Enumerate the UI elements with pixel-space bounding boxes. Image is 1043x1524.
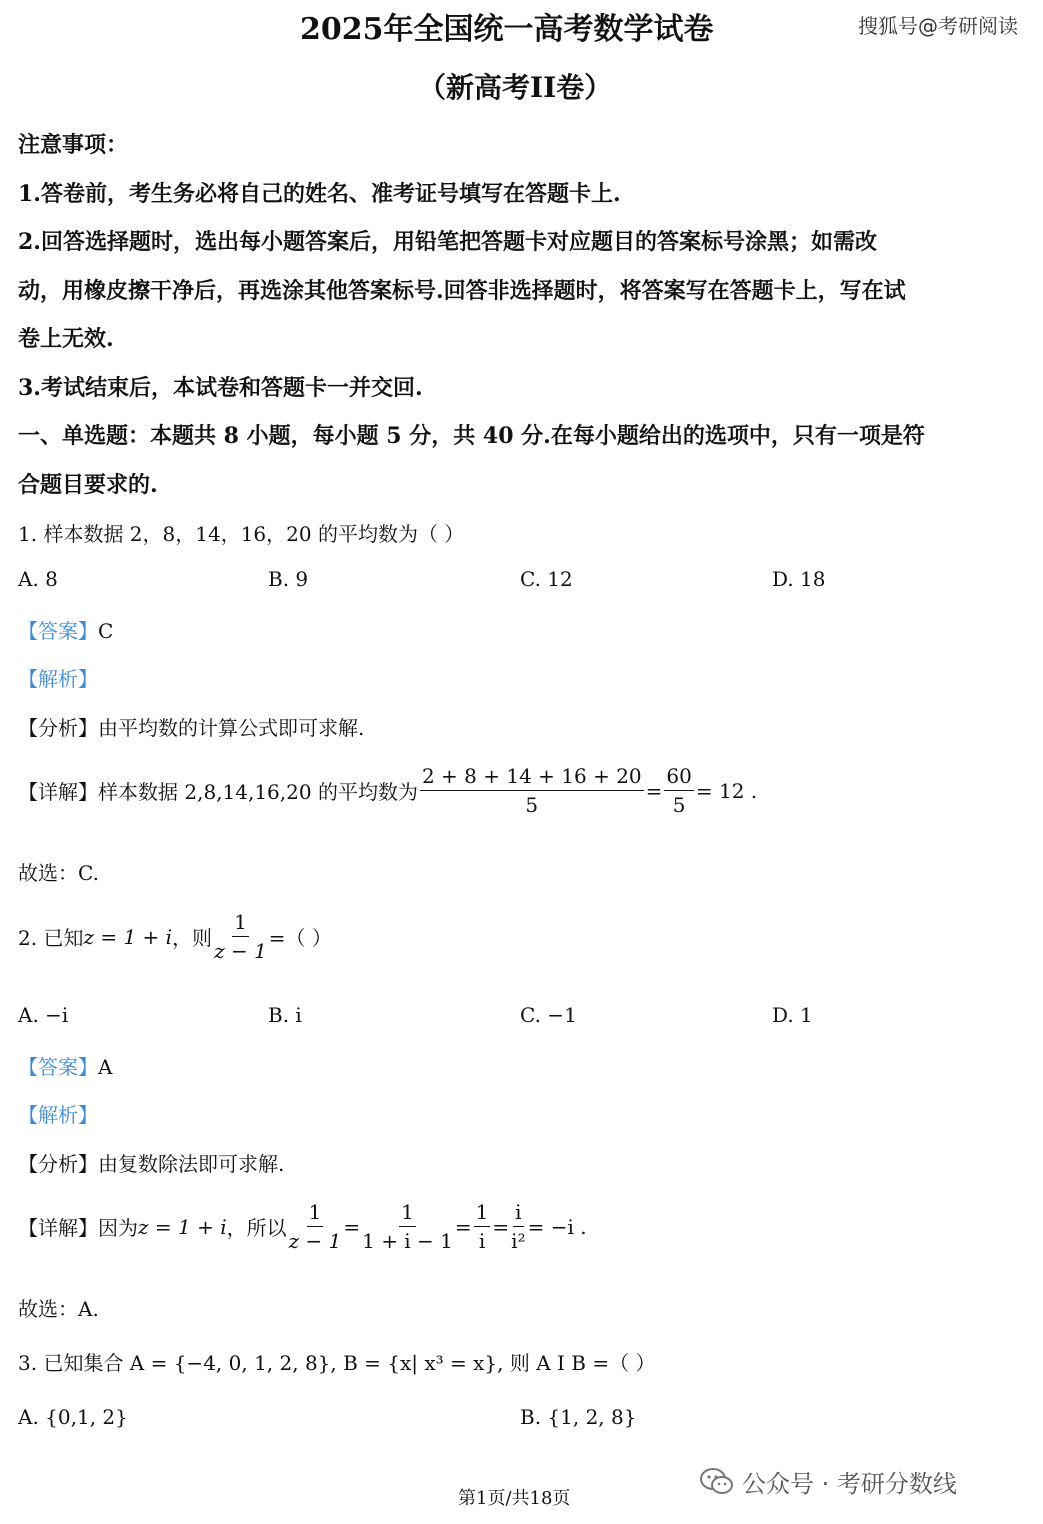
q2-detail-result: = −i . (527, 1214, 587, 1239)
q1-fenxi: 【分析】由平均数的计算公式即可求解. (18, 716, 365, 740)
q2-fraction-4 (511, 1200, 525, 1253)
q2-fraction-3-numerator: 1 (474, 1200, 491, 1227)
q1-equals: = (645, 778, 663, 803)
q2-conclusion: 故选：A. (18, 1297, 99, 1321)
q1-option-d: D. 18 (772, 567, 826, 591)
q2-stem-fraction-denominator: z − 1 (214, 939, 267, 963)
q2-detail (18, 1200, 587, 1253)
q2-detail-mid: ，所以 (226, 1216, 287, 1240)
q1-option-b: B. 9 (268, 567, 309, 591)
bottom-watermark-text: 公众号 · 考研分数线 (742, 1470, 957, 1498)
q1-detail-prefix: 【详解】样本数据 2,8,14,16,20 的平均数为 (18, 780, 418, 804)
q3-stem: 3. 已知集合 A = {−4, 0, 1, 2, 8}, B = {x| x³ = x}, 则 A I B =（ ） (18, 1351, 656, 1375)
q2-answer-line (18, 1051, 112, 1080)
q1-fraction-total (664, 764, 693, 817)
q1-answer-value: C (98, 619, 114, 643)
section-heading-line-1: 一、单选题：本题共 8 小题，每小题 5 分，共 40 分.在每小题给出的选项中，只有一项是符 (18, 423, 925, 449)
q2-detail-z: z = 1 + i (138, 1214, 227, 1239)
q2-fraction-1-denominator: z − 1 (288, 1229, 342, 1253)
q2-fraction-4-numerator: i (513, 1200, 523, 1227)
bottom-watermark (700, 1464, 957, 1499)
q1-stem: 1. 样本数据 2，8，14，16，20 的平均数为（ ） (18, 522, 465, 546)
q1-fraction-sum-denominator: 5 (525, 793, 539, 817)
exam-subtitle: （新高考II卷） (418, 71, 613, 104)
q2-option-a: A. −i (18, 1003, 69, 1027)
q2-fraction-4-denominator: i² (511, 1229, 526, 1253)
q1-analysis-tag: 【解析】 (18, 667, 98, 691)
q1-result: = 12 . (695, 778, 758, 803)
q2-option-c: C. −1 (520, 1003, 577, 1027)
q2-equals-3: = (492, 1214, 510, 1239)
q2-stem-fraction-numerator: 1 (232, 910, 249, 937)
q1-answer-line (18, 615, 113, 644)
q2-stem-suffix: =（ ） (268, 926, 332, 950)
q2-fraction-2-denominator: 1 + i − 1 (362, 1229, 453, 1253)
exam-title: 2025年全国统一高考数学试卷 (300, 12, 714, 47)
q3-option-a: A. {0,1, 2} (18, 1405, 128, 1429)
q2-fenxi: 【分析】由复数除法即可求解. (18, 1152, 285, 1176)
q2-stem-prefix: 2. 已知 (18, 926, 84, 950)
wechat-icon (700, 1468, 734, 1496)
notice-item-3: 3.考试结束后，本试卷和答题卡一并交回. (18, 375, 423, 401)
q1-option-c: C. 12 (520, 567, 573, 591)
q1-fraction-total-denominator: 5 (672, 793, 686, 817)
q2-fraction-3 (474, 1200, 491, 1253)
q1-option-a: A. 8 (18, 567, 58, 591)
notice-item-2-line-3: 卷上无效. (18, 326, 114, 352)
q2-option-d: D. 1 (772, 1003, 813, 1027)
q1-answer-tag: 【答案】 (18, 619, 98, 643)
q2-stem (18, 910, 332, 963)
notice-item-2-line-2: 动，用橡皮擦干净后，再选涂其他答案标号.回答非选择题时，将答案写在答题卡上，写在试 (18, 278, 906, 304)
q2-stem-mid: ，则 (172, 926, 213, 950)
q2-answer-value: A (98, 1055, 113, 1079)
q3-option-b: B. {1, 2, 8} (520, 1405, 637, 1429)
q1-detail (18, 764, 757, 817)
q1-fraction-sum (420, 764, 644, 817)
q2-stem-fraction (214, 910, 267, 963)
q2-fraction-1 (289, 1200, 342, 1253)
top-watermark: 搜狐号@考研阅读 (858, 14, 1018, 38)
notice-item-2-line-1: 2.回答选择题时，选出每小题答案后，用铅笔把答题卡对应题目的答案标号涂黑；如需改 (18, 229, 877, 255)
notice-item-1: 1.答卷前，考生务必将自己的姓名、准考证号填写在答题卡上. (18, 181, 621, 207)
q2-equals-1: = (343, 1214, 361, 1239)
q2-option-b: B. i (268, 1003, 302, 1027)
q2-fraction-3-denominator: i (478, 1229, 486, 1253)
q2-fraction-2-numerator: 1 (399, 1200, 416, 1227)
notice-heading: 注意事项： (18, 132, 129, 158)
q1-fraction-total-numerator: 60 (664, 764, 693, 791)
q2-stem-z: z = 1 + i (83, 924, 173, 949)
q2-equals-2: = (454, 1214, 472, 1239)
q2-fraction-1-numerator: 1 (307, 1200, 324, 1227)
q2-answer-tag: 【答案】 (18, 1055, 98, 1079)
q2-analysis-tag: 【解析】 (18, 1103, 98, 1127)
page-number: 第1页/共18页 (458, 1488, 571, 1509)
section-heading-line-2: 合题目要求的. (18, 472, 158, 498)
q1-fraction-sum-numerator: 2 + 8 + 14 + 16 + 20 (420, 764, 644, 791)
q2-detail-prefix: 【详解】因为 (18, 1216, 138, 1240)
q2-fraction-2 (362, 1200, 453, 1253)
q1-conclusion: 故选：C. (18, 861, 99, 885)
